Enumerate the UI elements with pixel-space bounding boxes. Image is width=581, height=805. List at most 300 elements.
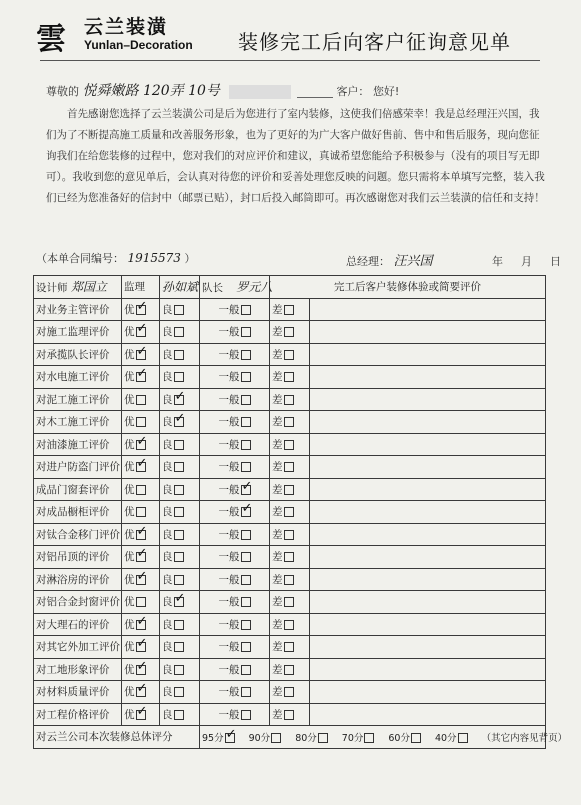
rating-option-label: 优 <box>124 551 135 564</box>
checkbox[interactable] <box>284 462 294 472</box>
rating-option-poor[interactable] <box>270 321 310 344</box>
checkbox[interactable] <box>284 687 294 697</box>
checkbox[interactable] <box>241 710 251 720</box>
checkbox[interactable] <box>284 440 294 450</box>
rating-option-average[interactable] <box>200 298 270 321</box>
rating-option-good-plus[interactable] <box>122 388 160 411</box>
table-row <box>34 321 546 344</box>
rating-option-average[interactable] <box>200 501 270 524</box>
checkbox[interactable] <box>241 350 251 360</box>
comment-cell[interactable] <box>310 568 546 591</box>
blank-line <box>297 87 333 98</box>
rating-option-label: 优 <box>124 641 135 654</box>
checkbox[interactable] <box>174 417 184 427</box>
rating-option-average[interactable] <box>200 613 270 636</box>
rating-item-label: 对进户防盗门评价 <box>34 456 122 479</box>
table-row <box>34 388 546 411</box>
rating-option-label: 差 <box>272 348 283 361</box>
checkbox[interactable] <box>284 485 294 495</box>
rating-option-label: 差 <box>272 303 283 316</box>
rating-option-poor[interactable] <box>270 703 310 726</box>
comment-cell[interactable] <box>310 546 546 569</box>
header-divider <box>40 60 540 61</box>
checkbox[interactable] <box>241 575 251 585</box>
rating-option-label: 优 <box>124 528 135 541</box>
rating-option-label: 良 <box>162 438 173 451</box>
checkbox[interactable] <box>271 733 281 743</box>
rating-option-label: 良 <box>162 326 173 339</box>
checkbox[interactable] <box>136 395 146 405</box>
rating-option-good[interactable] <box>160 568 200 591</box>
rating-option-poor[interactable] <box>270 591 310 614</box>
rating-option-good-plus[interactable] <box>122 411 160 434</box>
rating-option-label: 差 <box>272 416 283 429</box>
checkbox[interactable] <box>241 440 251 450</box>
checkbox[interactable] <box>284 350 294 360</box>
checkbox[interactable] <box>174 372 184 382</box>
customer-address: 悦舜嫩路 120弄 10号 <box>82 83 220 99</box>
contract-label: （本单合同编号： <box>36 252 124 265</box>
checkbox[interactable] <box>284 507 294 517</box>
comment-cell[interactable] <box>310 343 546 366</box>
checkbox[interactable] <box>225 733 235 743</box>
comment-cell[interactable] <box>310 523 546 546</box>
rating-item-label: 对铝吊顶的评价 <box>34 546 122 569</box>
rating-option-label: 优 <box>124 573 135 586</box>
rating-option-good[interactable] <box>160 456 200 479</box>
checkbox[interactable] <box>136 530 146 540</box>
rating-option-good-plus[interactable] <box>122 658 160 681</box>
rating-option-label: 一般 <box>218 438 240 451</box>
checkbox[interactable] <box>136 507 146 517</box>
document-title: 装修完工后向客户征询意见单 <box>238 30 511 54</box>
checkbox[interactable] <box>174 665 184 675</box>
rating-option-good[interactable] <box>160 501 200 524</box>
checkbox[interactable] <box>136 620 146 630</box>
rating-option-poor[interactable] <box>270 478 310 501</box>
rating-option-average[interactable] <box>200 478 270 501</box>
checkbox[interactable] <box>284 305 294 315</box>
checkbox[interactable] <box>174 530 184 540</box>
checkbox[interactable] <box>284 327 294 337</box>
rating-option-good[interactable] <box>160 658 200 681</box>
rating-option-label: 优 <box>124 506 135 519</box>
summary-row <box>34 726 546 749</box>
checkbox[interactable] <box>241 462 251 472</box>
rating-option-label: 一般 <box>218 371 240 384</box>
comment-cell[interactable] <box>310 366 546 389</box>
foreman-label: 队长 <box>202 282 223 295</box>
rating-item-label: 对材料质量评价 <box>34 681 122 704</box>
rating-option-label: 差 <box>272 326 283 339</box>
rating-option-good[interactable] <box>160 636 200 659</box>
table-row <box>34 568 546 591</box>
rating-option-average[interactable] <box>200 658 270 681</box>
score-option[interactable] <box>435 733 468 744</box>
checkbox[interactable] <box>174 620 184 630</box>
rating-option-good-plus[interactable] <box>122 456 160 479</box>
table-row <box>34 636 546 659</box>
rating-option-label: 一般 <box>218 618 240 631</box>
table-row <box>34 478 546 501</box>
rating-option-good[interactable] <box>160 321 200 344</box>
checkbox[interactable] <box>174 350 184 360</box>
checkbox[interactable] <box>174 462 184 472</box>
rating-option-label: 良 <box>162 506 173 519</box>
rating-item-label: 对成品橱柜评价 <box>34 501 122 524</box>
rating-option-good[interactable] <box>160 433 200 456</box>
rating-option-poor[interactable] <box>270 388 310 411</box>
rating-option-label: 一般 <box>218 551 240 564</box>
rating-option-poor[interactable] <box>270 546 310 569</box>
rating-option-label: 一般 <box>218 528 240 541</box>
rating-option-label: 差 <box>272 483 283 496</box>
rating-option-poor[interactable] <box>270 343 310 366</box>
rating-option-good-plus[interactable] <box>122 523 160 546</box>
rating-option-label: 差 <box>272 618 283 631</box>
comment-cell[interactable] <box>310 433 546 456</box>
rating-option-good[interactable] <box>160 613 200 636</box>
foreman-name: 罗元八 <box>236 280 273 295</box>
checkbox[interactable] <box>136 305 146 315</box>
checkbox[interactable] <box>174 485 184 495</box>
checkbox[interactable] <box>136 665 146 675</box>
rating-option-label: 良 <box>162 348 173 361</box>
checkbox[interactable] <box>241 552 251 562</box>
rating-option-poor[interactable] <box>270 681 310 704</box>
foreman-cell <box>200 276 273 299</box>
checkbox[interactable] <box>136 642 146 652</box>
score-option[interactable] <box>342 733 375 744</box>
greeting-line <box>46 80 399 100</box>
checkbox[interactable] <box>284 665 294 675</box>
rating-option-average[interactable] <box>200 546 270 569</box>
score-option[interactable] <box>249 733 282 744</box>
greeting-suffix: 您好! <box>372 85 400 98</box>
comment-cell[interactable] <box>310 298 546 321</box>
checkbox[interactable] <box>136 485 146 495</box>
checkbox[interactable] <box>136 597 146 607</box>
rating-option-good-plus[interactable] <box>122 478 160 501</box>
comment-cell[interactable] <box>310 501 546 524</box>
checkbox[interactable] <box>136 710 146 720</box>
rating-option-good[interactable] <box>160 411 200 434</box>
comment-cell[interactable] <box>310 411 546 434</box>
score-option[interactable] <box>295 733 328 744</box>
rating-option-label: 良 <box>162 416 173 429</box>
brand-name-en: Yunlan–Decoration <box>84 38 193 52</box>
rating-option-label: 差 <box>272 438 283 451</box>
comment-cell[interactable] <box>310 613 546 636</box>
table-row <box>34 523 546 546</box>
checkbox[interactable] <box>174 597 184 607</box>
letter-body <box>46 104 546 209</box>
checkbox[interactable] <box>241 417 251 427</box>
rating-option-label: 优 <box>124 438 135 451</box>
comment-cell[interactable] <box>310 456 546 479</box>
rating-option-label: 良 <box>162 663 173 676</box>
rating-option-label: 优 <box>124 596 135 609</box>
rating-option-label: 差 <box>272 528 283 541</box>
checkbox[interactable] <box>411 733 421 743</box>
rating-option-label: 良 <box>162 303 173 316</box>
score-label: 60分 <box>388 732 410 744</box>
gm-label: 总经理： <box>346 255 390 268</box>
checkbox[interactable] <box>284 530 294 540</box>
score-options <box>200 726 568 749</box>
rating-option-label: 一般 <box>218 573 240 586</box>
rating-option-average[interactable] <box>200 591 270 614</box>
rating-option-label: 一般 <box>218 483 240 496</box>
rating-option-good-plus[interactable] <box>122 613 160 636</box>
score-label: 70分 <box>341 732 364 744</box>
rating-option-label: 优 <box>124 663 135 676</box>
checkbox[interactable] <box>284 417 294 427</box>
rating-option-label: 一般 <box>218 686 240 699</box>
checkbox[interactable] <box>284 575 294 585</box>
checkbox[interactable] <box>241 395 251 405</box>
checkbox[interactable] <box>136 372 146 382</box>
table-row <box>34 703 546 726</box>
checkbox[interactable] <box>284 597 294 607</box>
comment-cell[interactable] <box>310 636 546 659</box>
rating-option-poor[interactable] <box>270 636 310 659</box>
checkbox[interactable] <box>241 642 251 652</box>
summary-label: 对云兰公司本次装修总体评分 <box>34 726 200 749</box>
checkbox[interactable] <box>284 395 294 405</box>
rating-option-good[interactable] <box>160 298 200 321</box>
rating-option-label: 差 <box>272 461 283 474</box>
checkbox[interactable] <box>284 372 294 382</box>
comment-cell[interactable] <box>310 591 546 614</box>
comment-cell[interactable] <box>310 681 546 704</box>
rating-option-good-plus[interactable] <box>122 501 160 524</box>
rating-option-label: 一般 <box>218 596 240 609</box>
rating-option-average[interactable] <box>200 681 270 704</box>
rating-option-label: 差 <box>272 371 283 384</box>
checkbox[interactable] <box>136 327 146 337</box>
rating-option-average[interactable] <box>200 321 270 344</box>
checkbox[interactable] <box>241 327 251 337</box>
rating-option-poor[interactable] <box>270 501 310 524</box>
rating-option-label: 差 <box>272 686 283 699</box>
rating-option-label: 差 <box>272 663 283 676</box>
rating-option-label: 一般 <box>218 348 240 361</box>
greeting-customer-label: 客户： <box>336 85 370 98</box>
company-logo: 雲 <box>36 22 66 57</box>
checkbox[interactable] <box>284 642 294 652</box>
rating-option-poor[interactable] <box>270 298 310 321</box>
checkbox[interactable] <box>458 733 468 743</box>
rating-item-label: 对水电施工评价 <box>34 366 122 389</box>
score-label: 90分 <box>248 732 271 744</box>
designer-label: 设计师 <box>36 282 68 295</box>
rating-option-good[interactable] <box>160 591 200 614</box>
checkbox[interactable] <box>136 417 146 427</box>
rating-option-label: 优 <box>124 708 135 721</box>
rating-option-label: 优 <box>124 348 135 361</box>
checkbox[interactable] <box>174 710 184 720</box>
rating-option-average[interactable] <box>200 343 270 366</box>
comment-header: 完工后客户装修体验或简要评价 <box>270 276 546 299</box>
rating-option-good[interactable] <box>160 388 200 411</box>
checkbox[interactable] <box>174 327 184 337</box>
rating-option-poor[interactable] <box>270 433 310 456</box>
rating-option-good[interactable] <box>160 703 200 726</box>
rating-option-poor[interactable] <box>270 411 310 434</box>
rating-option-label: 良 <box>162 528 173 541</box>
rating-option-average[interactable] <box>200 366 270 389</box>
table-row <box>34 411 546 434</box>
rating-option-label: 差 <box>272 596 283 609</box>
checkbox[interactable] <box>318 733 328 743</box>
checkbox[interactable] <box>136 575 146 585</box>
rating-option-good-plus[interactable] <box>122 681 160 704</box>
comment-cell[interactable] <box>310 658 546 681</box>
rating-option-average[interactable] <box>200 411 270 434</box>
rating-item-label: 对其它外加工评价 <box>34 636 122 659</box>
rating-option-label: 差 <box>272 551 283 564</box>
checkbox[interactable] <box>174 642 184 652</box>
rating-option-label: 一般 <box>218 326 240 339</box>
rating-option-label: 差 <box>272 708 283 721</box>
checkbox[interactable] <box>174 507 184 517</box>
table-row <box>34 501 546 524</box>
rating-option-good-plus[interactable] <box>122 546 160 569</box>
score-option[interactable] <box>202 733 235 744</box>
rating-option-good-plus[interactable] <box>122 298 160 321</box>
checkbox[interactable] <box>241 687 251 697</box>
comment-cell[interactable] <box>310 321 546 344</box>
checkbox[interactable] <box>174 575 184 585</box>
score-label: 95分 <box>202 732 224 744</box>
back-page-note: （其它内容见背页） <box>481 732 568 744</box>
rating-option-good-plus[interactable] <box>122 568 160 591</box>
rating-option-good[interactable] <box>160 523 200 546</box>
rating-option-label: 优 <box>124 326 135 339</box>
checkbox[interactable] <box>241 620 251 630</box>
checkbox[interactable] <box>284 620 294 630</box>
supervisor-label: 监理 <box>122 276 160 299</box>
checkbox[interactable] <box>174 440 184 450</box>
rating-option-good-plus[interactable] <box>122 321 160 344</box>
table-row <box>34 456 546 479</box>
rating-option-good[interactable] <box>160 478 200 501</box>
table-row <box>34 613 546 636</box>
checkbox[interactable] <box>174 552 184 562</box>
rating-option-poor[interactable] <box>270 366 310 389</box>
comment-cell[interactable] <box>310 388 546 411</box>
rating-option-average[interactable] <box>200 456 270 479</box>
checkbox[interactable] <box>136 552 146 562</box>
rating-item-label: 对淋浴房的评价 <box>34 568 122 591</box>
rating-option-good-plus[interactable] <box>122 636 160 659</box>
table-row <box>34 433 546 456</box>
rating-option-label: 一般 <box>218 461 240 474</box>
rating-item-label: 对钛合金移门评价 <box>34 523 122 546</box>
rating-option-poor[interactable] <box>270 456 310 479</box>
contract-close: ） <box>184 252 196 265</box>
rating-option-good[interactable] <box>160 343 200 366</box>
checkbox[interactable] <box>136 687 146 697</box>
checkbox[interactable] <box>174 305 184 315</box>
checkbox[interactable] <box>136 462 146 472</box>
rating-option-label: 优 <box>124 416 135 429</box>
rating-option-label: 差 <box>272 573 283 586</box>
brand-name-cn: 云兰装潢 <box>84 16 169 38</box>
checkbox[interactable] <box>241 665 251 675</box>
rating-option-poor[interactable] <box>270 568 310 591</box>
checkbox[interactable] <box>136 350 146 360</box>
rating-option-good[interactable] <box>160 546 200 569</box>
rating-option-label: 一般 <box>218 303 240 316</box>
checkbox[interactable] <box>241 597 251 607</box>
checkbox[interactable] <box>241 372 251 382</box>
table-row <box>34 591 546 614</box>
rating-option-label: 一般 <box>218 393 240 406</box>
letterhead <box>0 0 581 62</box>
rating-option-good-plus[interactable] <box>122 433 160 456</box>
rating-option-poor[interactable] <box>270 658 310 681</box>
checkbox[interactable] <box>174 687 184 697</box>
rating-option-label: 良 <box>162 573 173 586</box>
rating-option-label: 良 <box>162 393 173 406</box>
checkbox[interactable] <box>364 733 374 743</box>
rating-option-poor[interactable] <box>270 523 310 546</box>
checkbox[interactable] <box>241 507 251 517</box>
rating-option-average[interactable] <box>200 703 270 726</box>
rating-option-label: 良 <box>162 641 173 654</box>
rating-option-average[interactable] <box>200 433 270 456</box>
checkbox[interactable] <box>174 395 184 405</box>
rating-option-good-plus[interactable] <box>122 591 160 614</box>
rating-option-good-plus[interactable] <box>122 366 160 389</box>
checkbox[interactable] <box>241 305 251 315</box>
rating-item-label: 对泥工施工评价 <box>34 388 122 411</box>
general-manager-line <box>346 250 579 269</box>
rating-option-label: 优 <box>124 393 135 406</box>
table-header-row <box>34 276 546 299</box>
rating-option-good-plus[interactable] <box>122 703 160 726</box>
rating-option-label: 良 <box>162 708 173 721</box>
rating-option-label: 良 <box>162 461 173 474</box>
rating-item-label: 对工地形象评价 <box>34 658 122 681</box>
table-row <box>34 546 546 569</box>
rating-option-label: 良 <box>162 596 173 609</box>
checkbox[interactable] <box>241 530 251 540</box>
comment-cell[interactable] <box>310 478 546 501</box>
rating-option-good-plus[interactable] <box>122 343 160 366</box>
checkbox[interactable] <box>136 440 146 450</box>
rating-option-average[interactable] <box>200 568 270 591</box>
score-option[interactable] <box>388 733 421 744</box>
rating-option-average[interactable] <box>200 523 270 546</box>
comment-cell[interactable] <box>310 703 546 726</box>
checkbox[interactable] <box>241 485 251 495</box>
rating-option-average[interactable] <box>200 388 270 411</box>
score-label: 80分 <box>295 732 317 744</box>
rating-item-label: 对工程价格评价 <box>34 703 122 726</box>
table-row <box>34 343 546 366</box>
rating-option-average[interactable] <box>200 636 270 659</box>
rating-option-good[interactable] <box>160 681 200 704</box>
rating-item-label: 成品门窗套评价 <box>34 478 122 501</box>
checkbox[interactable] <box>284 552 294 562</box>
rating-option-poor[interactable] <box>270 613 310 636</box>
rating-option-good[interactable] <box>160 366 200 389</box>
rating-option-label: 良 <box>162 618 173 631</box>
checkbox[interactable] <box>284 710 294 720</box>
